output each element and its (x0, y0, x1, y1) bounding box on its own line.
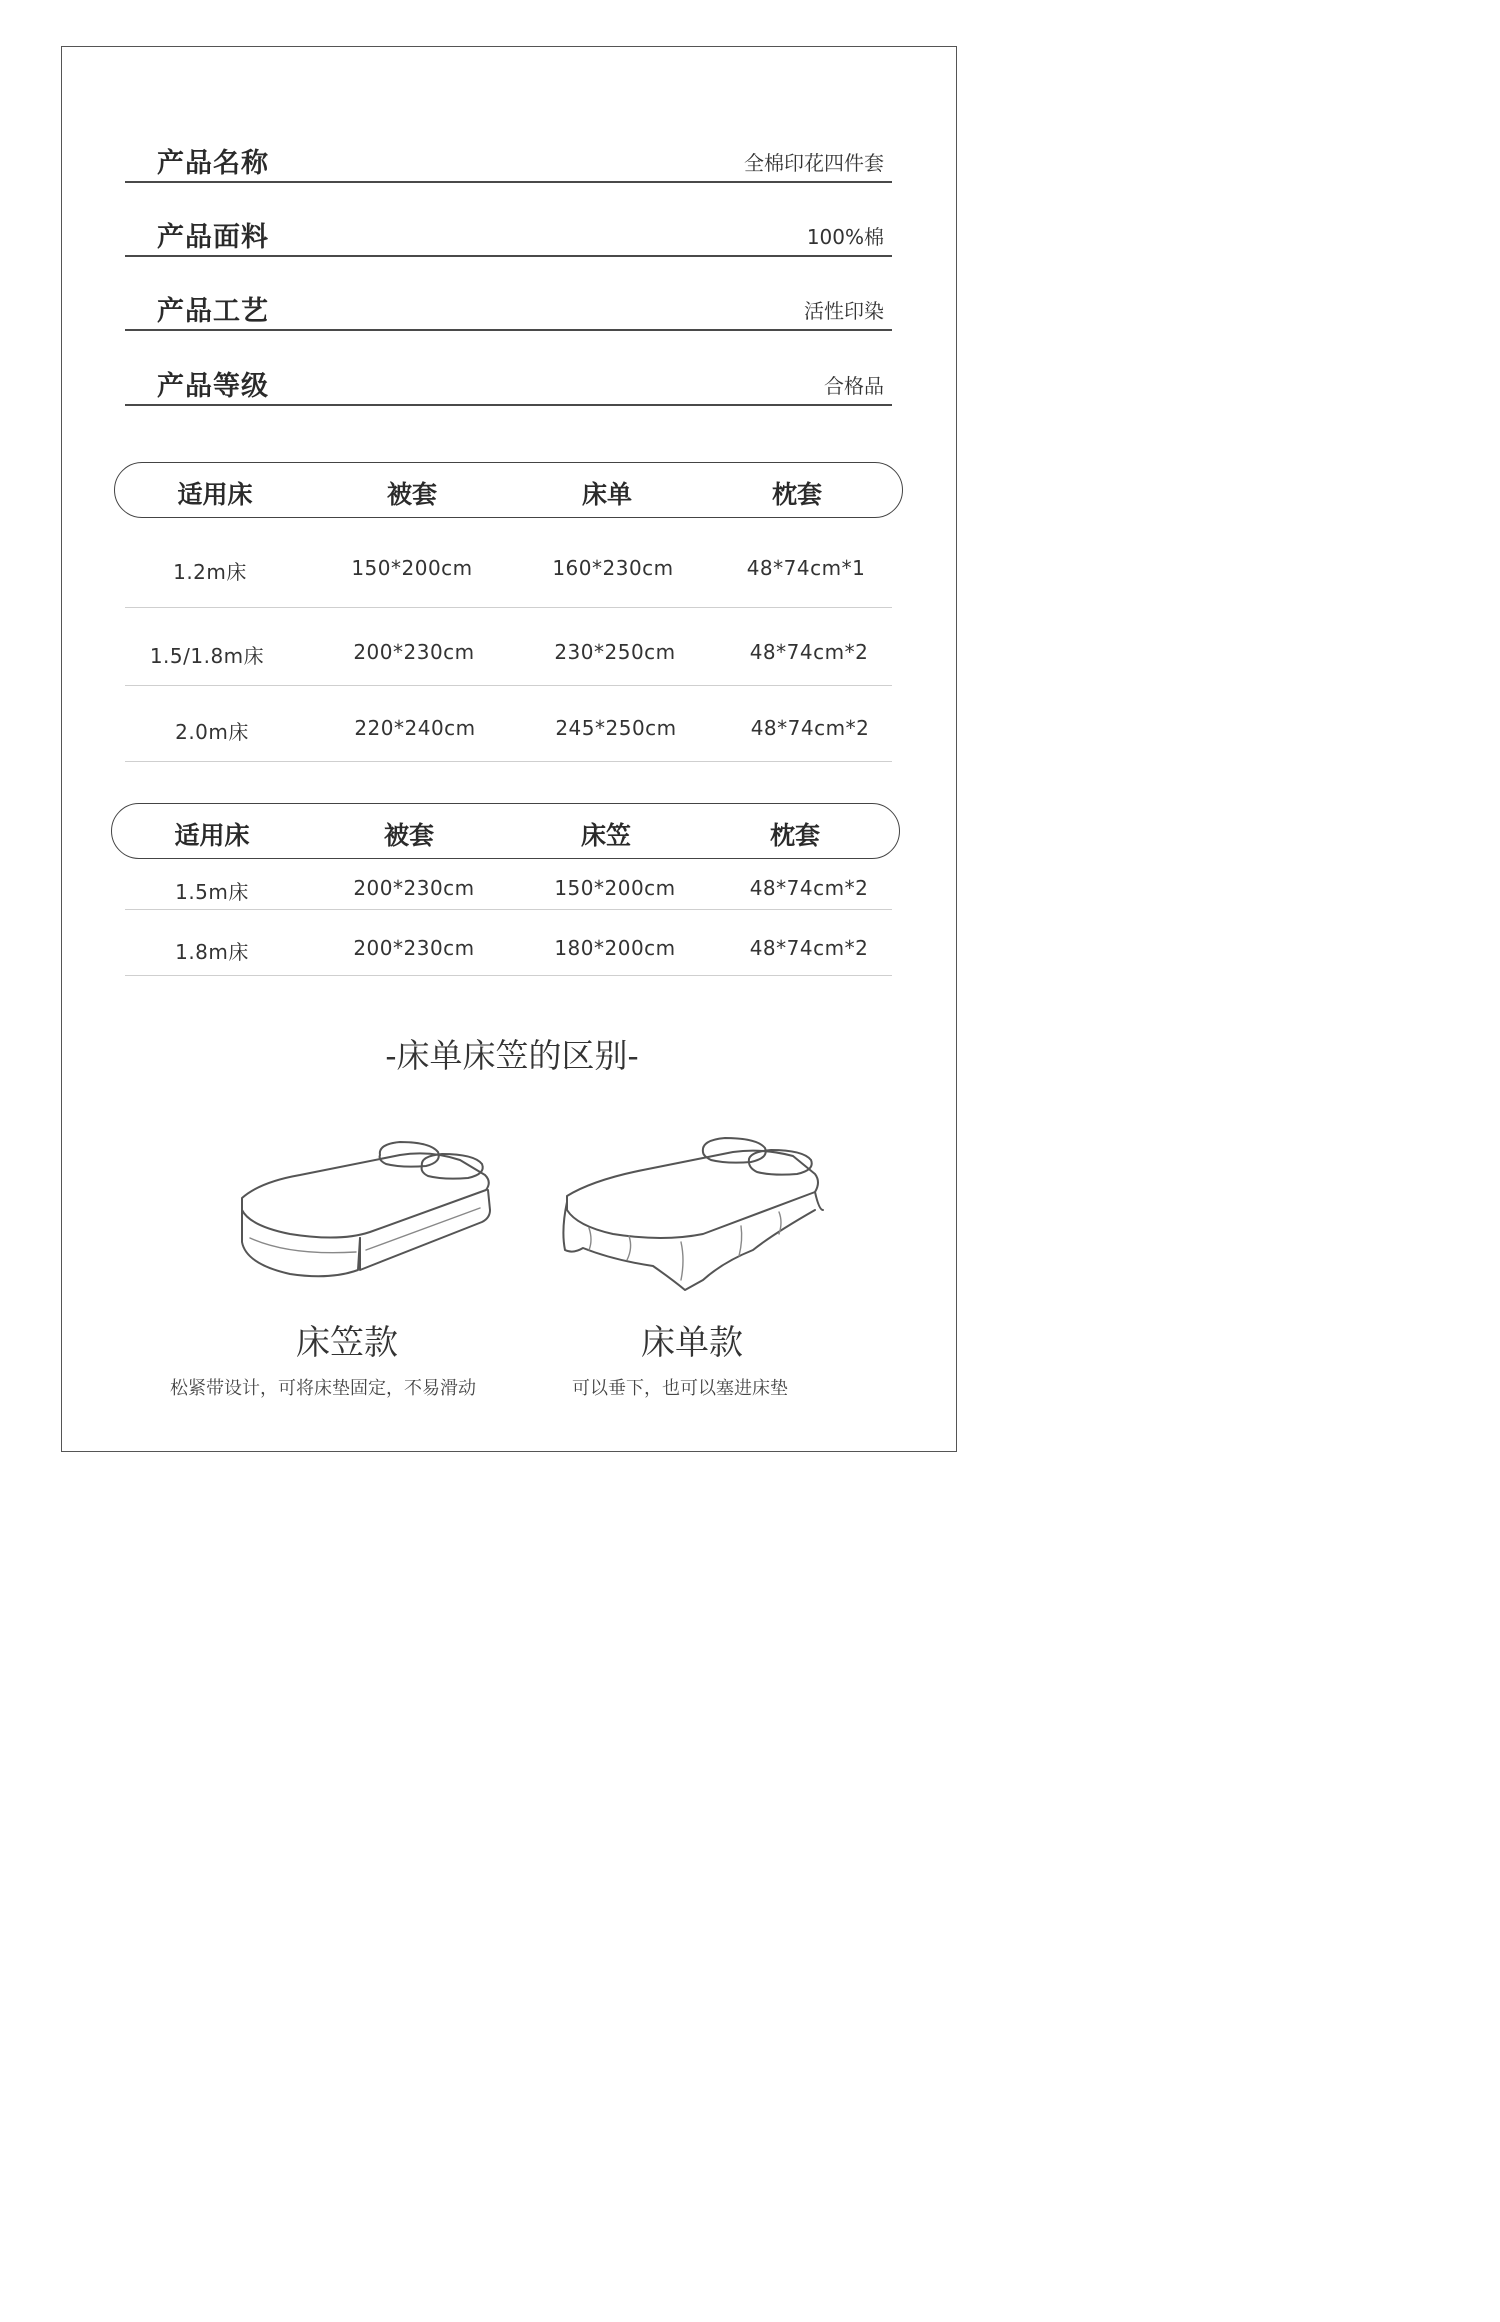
spec-label: 产品面料 (157, 222, 269, 253)
fitted-sheet-bed-illustration-icon (230, 1130, 500, 1290)
fitted-sheet-description: 松紧带设计，可将床垫固定，不易滑动 (170, 1378, 476, 1399)
spec-value: 活性印染 (804, 299, 884, 323)
table-cell: 2.0m床 (175, 720, 249, 744)
table2-header-bed: 适用床 (174, 821, 250, 850)
table-cell: 1.5m床 (175, 880, 249, 904)
table-cell: 180*200cm (554, 936, 676, 960)
spec-label: 产品名称 (157, 148, 269, 179)
spec-label: 产品等级 (157, 371, 269, 402)
table1-header-duvet: 被套 (386, 480, 438, 509)
row-divider (125, 909, 892, 910)
table-cell: 48*74cm*2 (749, 936, 869, 960)
table-cell: 48*74cm*2 (750, 716, 870, 740)
flat-sheet-bed-illustration-icon (553, 1130, 833, 1300)
spec-row-process (125, 289, 892, 331)
flat-sheet-caption: 床单款 (641, 1323, 743, 1363)
table1-header-bed: 适用床 (177, 480, 253, 509)
row-divider (125, 685, 892, 686)
table1-header-pillowcase: 枕套 (771, 480, 823, 509)
table-cell: 200*230cm (353, 936, 475, 960)
spec-value: 合格品 (824, 374, 884, 398)
table-cell: 1.2m床 (173, 560, 247, 584)
comparison-title: -床单床笠的区别- (385, 1036, 639, 1075)
table-cell: 1.5/1.8m床 (149, 644, 265, 668)
row-divider (125, 975, 892, 976)
table-cell: 160*230cm (552, 556, 674, 580)
spec-value: 全棉印花四件套 (744, 151, 884, 175)
table-cell: 48*74cm*1 (746, 556, 866, 580)
table2-header-duvet: 被套 (383, 821, 435, 850)
table-cell: 200*230cm (353, 640, 475, 664)
table2-header-fitted-sheet: 床笠 (580, 821, 632, 850)
table-cell: 200*230cm (353, 876, 475, 900)
table-cell: 150*200cm (554, 876, 676, 900)
table-cell: 220*240cm (354, 716, 476, 740)
table-cell: 245*250cm (555, 716, 677, 740)
table-cell: 1.8m床 (175, 940, 249, 964)
spec-row-name (125, 141, 892, 183)
spec-row-grade (125, 364, 892, 406)
spec-label: 产品工艺 (157, 296, 269, 327)
table-cell: 48*74cm*2 (749, 640, 869, 664)
flat-sheet-description: 可以垂下，也可以塞进床垫 (572, 1378, 788, 1399)
table1-header-sheet: 床单 (581, 480, 633, 509)
spec-value: 100%棉 (806, 225, 884, 249)
table2-header-pillowcase: 枕套 (769, 821, 821, 850)
table-cell: 48*74cm*2 (749, 876, 869, 900)
row-divider (125, 607, 892, 608)
spec-row-fabric (125, 215, 892, 257)
table-cell: 150*200cm (351, 556, 473, 580)
fitted-sheet-caption: 床笠款 (296, 1323, 398, 1363)
table-cell: 230*250cm (554, 640, 676, 664)
row-divider (125, 761, 892, 762)
